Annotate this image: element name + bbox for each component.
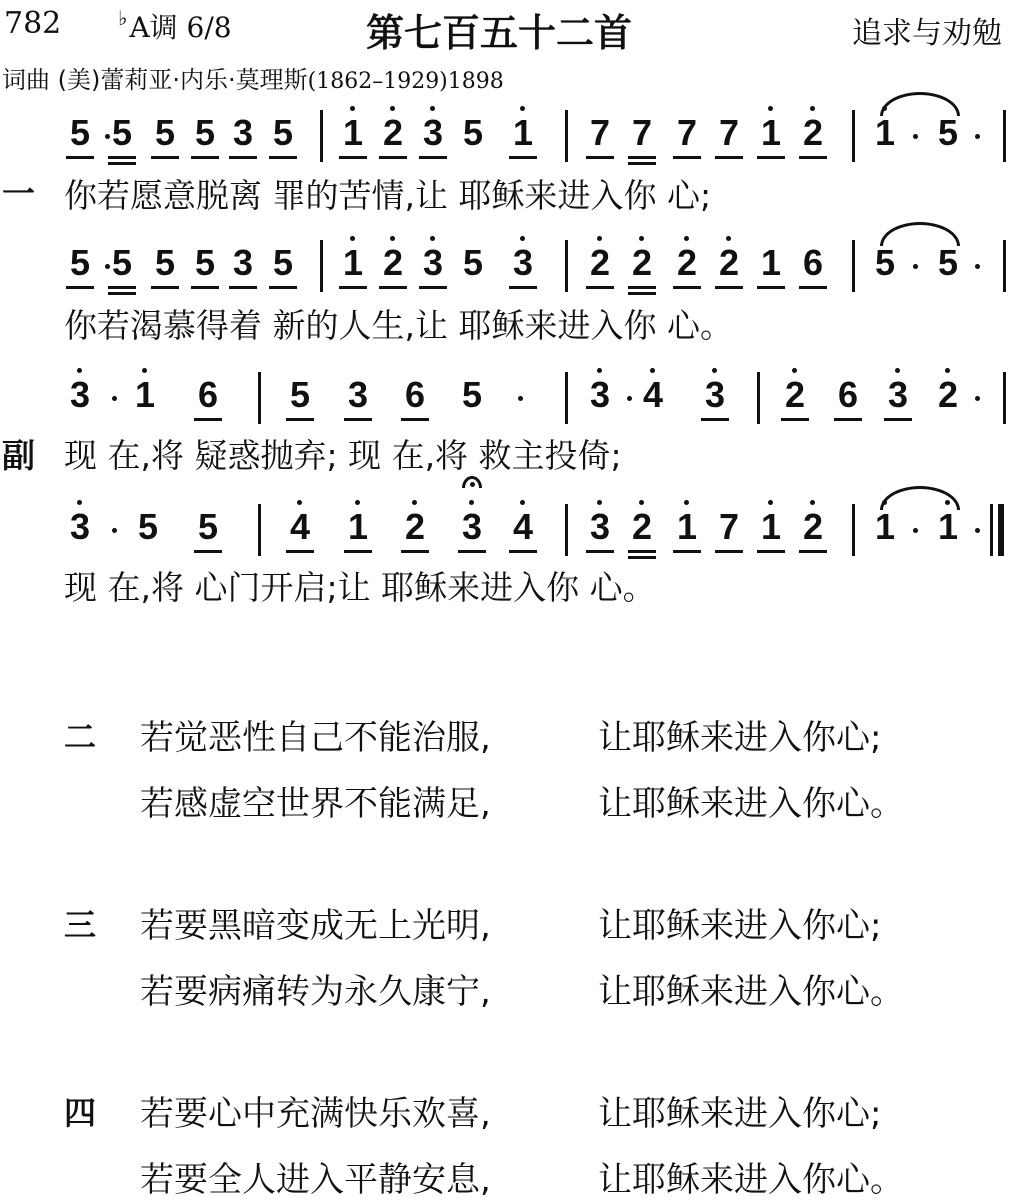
octave-dot bbox=[350, 236, 355, 241]
note: 2 bbox=[937, 374, 959, 415]
note: 7 bbox=[718, 506, 740, 547]
note: 3 bbox=[69, 374, 91, 415]
octave-dot bbox=[430, 236, 435, 241]
note: 2 bbox=[589, 242, 611, 283]
note: 2 bbox=[718, 242, 740, 283]
octave-dot bbox=[520, 500, 525, 505]
beam-underline bbox=[628, 156, 656, 159]
key-signature bbox=[118, 6, 232, 46]
note: 4 bbox=[289, 506, 311, 547]
octave-dot bbox=[768, 500, 773, 505]
note: 1 bbox=[874, 112, 896, 153]
duration-dot bbox=[105, 264, 110, 269]
beam-underline bbox=[701, 418, 729, 421]
beam-underline bbox=[781, 418, 809, 421]
barline bbox=[258, 372, 261, 424]
note: 5 bbox=[272, 112, 294, 153]
beam-underline bbox=[509, 286, 537, 289]
note: 6 bbox=[837, 374, 859, 415]
octave-dot bbox=[77, 500, 82, 505]
beam-underline bbox=[628, 550, 656, 553]
beam-underline bbox=[344, 418, 372, 421]
hymn-title: 第七百五十二首 bbox=[366, 11, 633, 55]
beam-underline bbox=[586, 550, 614, 553]
barline bbox=[1003, 110, 1006, 162]
duration-dot bbox=[913, 134, 918, 139]
beam-underline bbox=[586, 286, 614, 289]
verse-number: 四 bbox=[64, 1094, 97, 1132]
note: 5 bbox=[874, 242, 896, 283]
note: 3 bbox=[887, 374, 909, 415]
duration-dot bbox=[975, 264, 980, 269]
beam-underline bbox=[191, 286, 219, 289]
octave-dot bbox=[142, 368, 147, 373]
beam-underline bbox=[286, 418, 314, 421]
octave-dot bbox=[597, 368, 602, 373]
lyric-line-3: 现 在,将 疑惑抛弃; 现 在,将 救主投倚; bbox=[64, 436, 622, 475]
note: 1 bbox=[342, 112, 364, 153]
verse-text: 若要全人进入平静安息, bbox=[140, 1160, 491, 1200]
octave-dot bbox=[768, 106, 773, 111]
octave-dot bbox=[810, 500, 815, 505]
verse-refrain: 让耶稣来进入你心。 bbox=[598, 1160, 904, 1200]
note: 2 bbox=[784, 374, 806, 415]
beam-underline bbox=[401, 550, 429, 553]
note: 3 bbox=[512, 242, 534, 283]
note: 2 bbox=[631, 242, 653, 283]
beam-underline bbox=[757, 156, 785, 159]
barline bbox=[757, 372, 760, 424]
duration-dot bbox=[105, 134, 110, 139]
beam-underline bbox=[344, 550, 372, 553]
beam-underline bbox=[628, 292, 656, 295]
flat-icon: ♭ bbox=[118, 6, 128, 30]
note: 2 bbox=[631, 506, 653, 547]
note: 5 bbox=[194, 242, 216, 283]
verse-number: 二 bbox=[64, 718, 97, 756]
barline bbox=[1003, 372, 1006, 424]
barline bbox=[565, 110, 568, 162]
final-barline-thick bbox=[998, 504, 1004, 556]
note: 2 bbox=[802, 112, 824, 153]
octave-dot bbox=[639, 236, 644, 241]
octave-dot bbox=[684, 500, 689, 505]
lyric-line-2: 你若渴慕得着 新的人生,让 耶稣来进入你 心。 bbox=[64, 306, 733, 345]
barline bbox=[320, 110, 323, 162]
octave-dot bbox=[77, 368, 82, 373]
note: 6 bbox=[197, 374, 219, 415]
note: 6 bbox=[404, 374, 426, 415]
beam-underline bbox=[286, 550, 314, 553]
lyric-line-4: 现 在,将 心门开启;让 耶稣来进入你 心。 bbox=[64, 568, 656, 607]
octave-dot bbox=[469, 500, 474, 505]
note: 4 bbox=[642, 374, 664, 415]
note: 1 bbox=[134, 374, 156, 415]
beam-underline bbox=[509, 156, 537, 159]
note: 7 bbox=[718, 112, 740, 153]
note: 2 bbox=[802, 506, 824, 547]
verse-text: 若要心中充满快乐欢喜, bbox=[140, 1094, 491, 1134]
duration-dot bbox=[975, 396, 980, 401]
verse-refrain: 让耶稣来进入你心; bbox=[598, 1094, 882, 1134]
beam-underline bbox=[419, 286, 447, 289]
note: 5 bbox=[289, 374, 311, 415]
note: 1 bbox=[937, 506, 959, 547]
beam-underline bbox=[715, 156, 743, 159]
barline bbox=[565, 372, 568, 424]
octave-dot bbox=[355, 500, 360, 505]
beam-underline bbox=[628, 286, 656, 289]
duration-dot bbox=[975, 134, 980, 139]
octave-dot bbox=[390, 236, 395, 241]
beam-underline bbox=[757, 550, 785, 553]
verse-text: 若要黑暗变成无上光明, bbox=[140, 906, 491, 946]
beam-underline bbox=[229, 286, 257, 289]
octave-dot bbox=[350, 106, 355, 111]
beam-underline bbox=[379, 156, 407, 159]
note: 5 bbox=[69, 242, 91, 283]
octave-dot bbox=[520, 236, 525, 241]
note: 3 bbox=[704, 374, 726, 415]
beam-underline bbox=[419, 156, 447, 159]
note: 1 bbox=[676, 506, 698, 547]
note: 7 bbox=[589, 112, 611, 153]
beam-underline bbox=[628, 556, 656, 559]
note: 1 bbox=[512, 112, 534, 153]
beam-underline bbox=[66, 286, 94, 289]
octave-dot bbox=[810, 106, 815, 111]
beam-underline bbox=[799, 286, 827, 289]
credit-line bbox=[2, 60, 504, 95]
octave-dot bbox=[726, 236, 731, 241]
note: 1 bbox=[347, 506, 369, 547]
verse-refrain: 让耶稣来进入你心。 bbox=[598, 972, 904, 1012]
barline bbox=[258, 504, 261, 556]
beam-underline bbox=[229, 156, 257, 159]
note: 5 bbox=[937, 242, 959, 283]
beam-underline bbox=[339, 286, 367, 289]
hymn-category: 追求与劝勉 bbox=[852, 16, 1002, 51]
verse-refrain: 让耶稣来进入你心。 bbox=[598, 784, 904, 824]
duration-dot bbox=[627, 396, 632, 401]
octave-dot bbox=[895, 368, 900, 373]
note: 3 bbox=[347, 374, 369, 415]
beam-underline bbox=[799, 550, 827, 553]
beam-underline bbox=[586, 156, 614, 159]
verse-text: 若要病痛转为永久康宁, bbox=[140, 972, 491, 1012]
hymn-number: 782 bbox=[4, 6, 62, 41]
beam-underline bbox=[401, 418, 429, 421]
beam-underline bbox=[108, 292, 136, 295]
note: 5 bbox=[462, 242, 484, 283]
beam-underline bbox=[884, 418, 912, 421]
note: 5 bbox=[197, 506, 219, 547]
note: 5 bbox=[461, 374, 483, 415]
beam-underline bbox=[799, 156, 827, 159]
octave-dot bbox=[792, 368, 797, 373]
octave-dot bbox=[412, 500, 417, 505]
note: 3 bbox=[589, 506, 611, 547]
barline bbox=[852, 504, 855, 556]
verse-number: 三 bbox=[64, 906, 97, 944]
beam-underline bbox=[458, 550, 486, 553]
note: 4 bbox=[512, 506, 534, 547]
note: 6 bbox=[802, 242, 824, 283]
fermata-dot bbox=[470, 482, 475, 487]
octave-dot bbox=[639, 500, 644, 505]
beam-underline bbox=[108, 162, 136, 165]
barline bbox=[1003, 240, 1006, 292]
chorus-label: 副 bbox=[2, 436, 35, 475]
beam-underline bbox=[269, 286, 297, 289]
note: 3 bbox=[422, 112, 444, 153]
note: 5 bbox=[272, 242, 294, 283]
note: 5 bbox=[111, 112, 133, 153]
beam-underline bbox=[151, 156, 179, 159]
octave-dot bbox=[712, 368, 717, 373]
key-text: A调 6/8 bbox=[129, 11, 232, 44]
duration-dot bbox=[975, 528, 980, 533]
beam-underline bbox=[715, 550, 743, 553]
beam-underline bbox=[339, 156, 367, 159]
beam-underline bbox=[757, 286, 785, 289]
octave-dot bbox=[297, 500, 302, 505]
verse-refrain: 让耶稣来进入你心; bbox=[598, 906, 882, 946]
verse-label: 一 bbox=[2, 174, 35, 213]
beam-underline bbox=[66, 156, 94, 159]
note: 3 bbox=[589, 374, 611, 415]
note: 5 bbox=[194, 112, 216, 153]
note: 7 bbox=[676, 112, 698, 153]
credit-author: 词曲 (美)蕾莉亚·内乐·莫理斯 bbox=[2, 66, 308, 94]
beam-underline bbox=[379, 286, 407, 289]
barline bbox=[320, 240, 323, 292]
verse-refrain: 让耶稣来进入你心; bbox=[598, 718, 882, 758]
octave-dot bbox=[684, 236, 689, 241]
verse-text: 若感虚空世界不能满足, bbox=[140, 784, 491, 824]
beam-underline bbox=[191, 156, 219, 159]
note: 1 bbox=[874, 506, 896, 547]
verse-text: 若觉恶性自己不能治服, bbox=[140, 718, 491, 758]
note: 1 bbox=[760, 506, 782, 547]
final-barline bbox=[990, 504, 993, 556]
note: 2 bbox=[676, 242, 698, 283]
note: 3 bbox=[422, 242, 444, 283]
beam-underline bbox=[715, 286, 743, 289]
note: 5 bbox=[69, 112, 91, 153]
note: 5 bbox=[137, 506, 159, 547]
duration-dot bbox=[913, 264, 918, 269]
beam-underline bbox=[151, 286, 179, 289]
barline bbox=[565, 240, 568, 292]
barline bbox=[852, 110, 855, 162]
beam-underline bbox=[108, 156, 136, 159]
note: 5 bbox=[111, 242, 133, 283]
slur-arc bbox=[880, 486, 960, 510]
octave-dot bbox=[945, 368, 950, 373]
note: 3 bbox=[232, 242, 254, 283]
beam-underline bbox=[673, 550, 701, 553]
beam-underline bbox=[194, 418, 222, 421]
duration-dot bbox=[112, 528, 117, 533]
credit-years: (1862–1929)1898 bbox=[307, 69, 504, 94]
duration-dot bbox=[913, 528, 918, 533]
note: 5 bbox=[462, 112, 484, 153]
note: 1 bbox=[760, 242, 782, 283]
note: 1 bbox=[342, 242, 364, 283]
duration-dot bbox=[518, 396, 523, 401]
octave-dot bbox=[430, 106, 435, 111]
barline bbox=[852, 240, 855, 292]
barline bbox=[565, 504, 568, 556]
note: 3 bbox=[232, 112, 254, 153]
note: 2 bbox=[382, 112, 404, 153]
note: 5 bbox=[154, 112, 176, 153]
beam-underline bbox=[673, 156, 701, 159]
beam-underline bbox=[108, 286, 136, 289]
octave-dot bbox=[520, 106, 525, 111]
note: 1 bbox=[760, 112, 782, 153]
slur-arc bbox=[880, 92, 960, 116]
note: 5 bbox=[154, 242, 176, 283]
note: 7 bbox=[631, 112, 653, 153]
beam-underline bbox=[673, 286, 701, 289]
slur-arc bbox=[880, 222, 960, 246]
octave-dot bbox=[597, 500, 602, 505]
note: 3 bbox=[461, 506, 483, 547]
note: 5 bbox=[937, 112, 959, 153]
beam-underline bbox=[834, 418, 862, 421]
octave-dot bbox=[650, 368, 655, 373]
beam-underline bbox=[628, 162, 656, 165]
beam-underline bbox=[194, 550, 222, 553]
beam-underline bbox=[509, 550, 537, 553]
octave-dot bbox=[390, 106, 395, 111]
note: 3 bbox=[69, 506, 91, 547]
note: 2 bbox=[382, 242, 404, 283]
note: 2 bbox=[404, 506, 426, 547]
duration-dot bbox=[112, 396, 117, 401]
octave-dot bbox=[597, 236, 602, 241]
beam-underline bbox=[269, 156, 297, 159]
lyric-line-1: 你若愿意脱离 罪的苦情,让 耶稣来进入你 心; bbox=[64, 176, 712, 215]
